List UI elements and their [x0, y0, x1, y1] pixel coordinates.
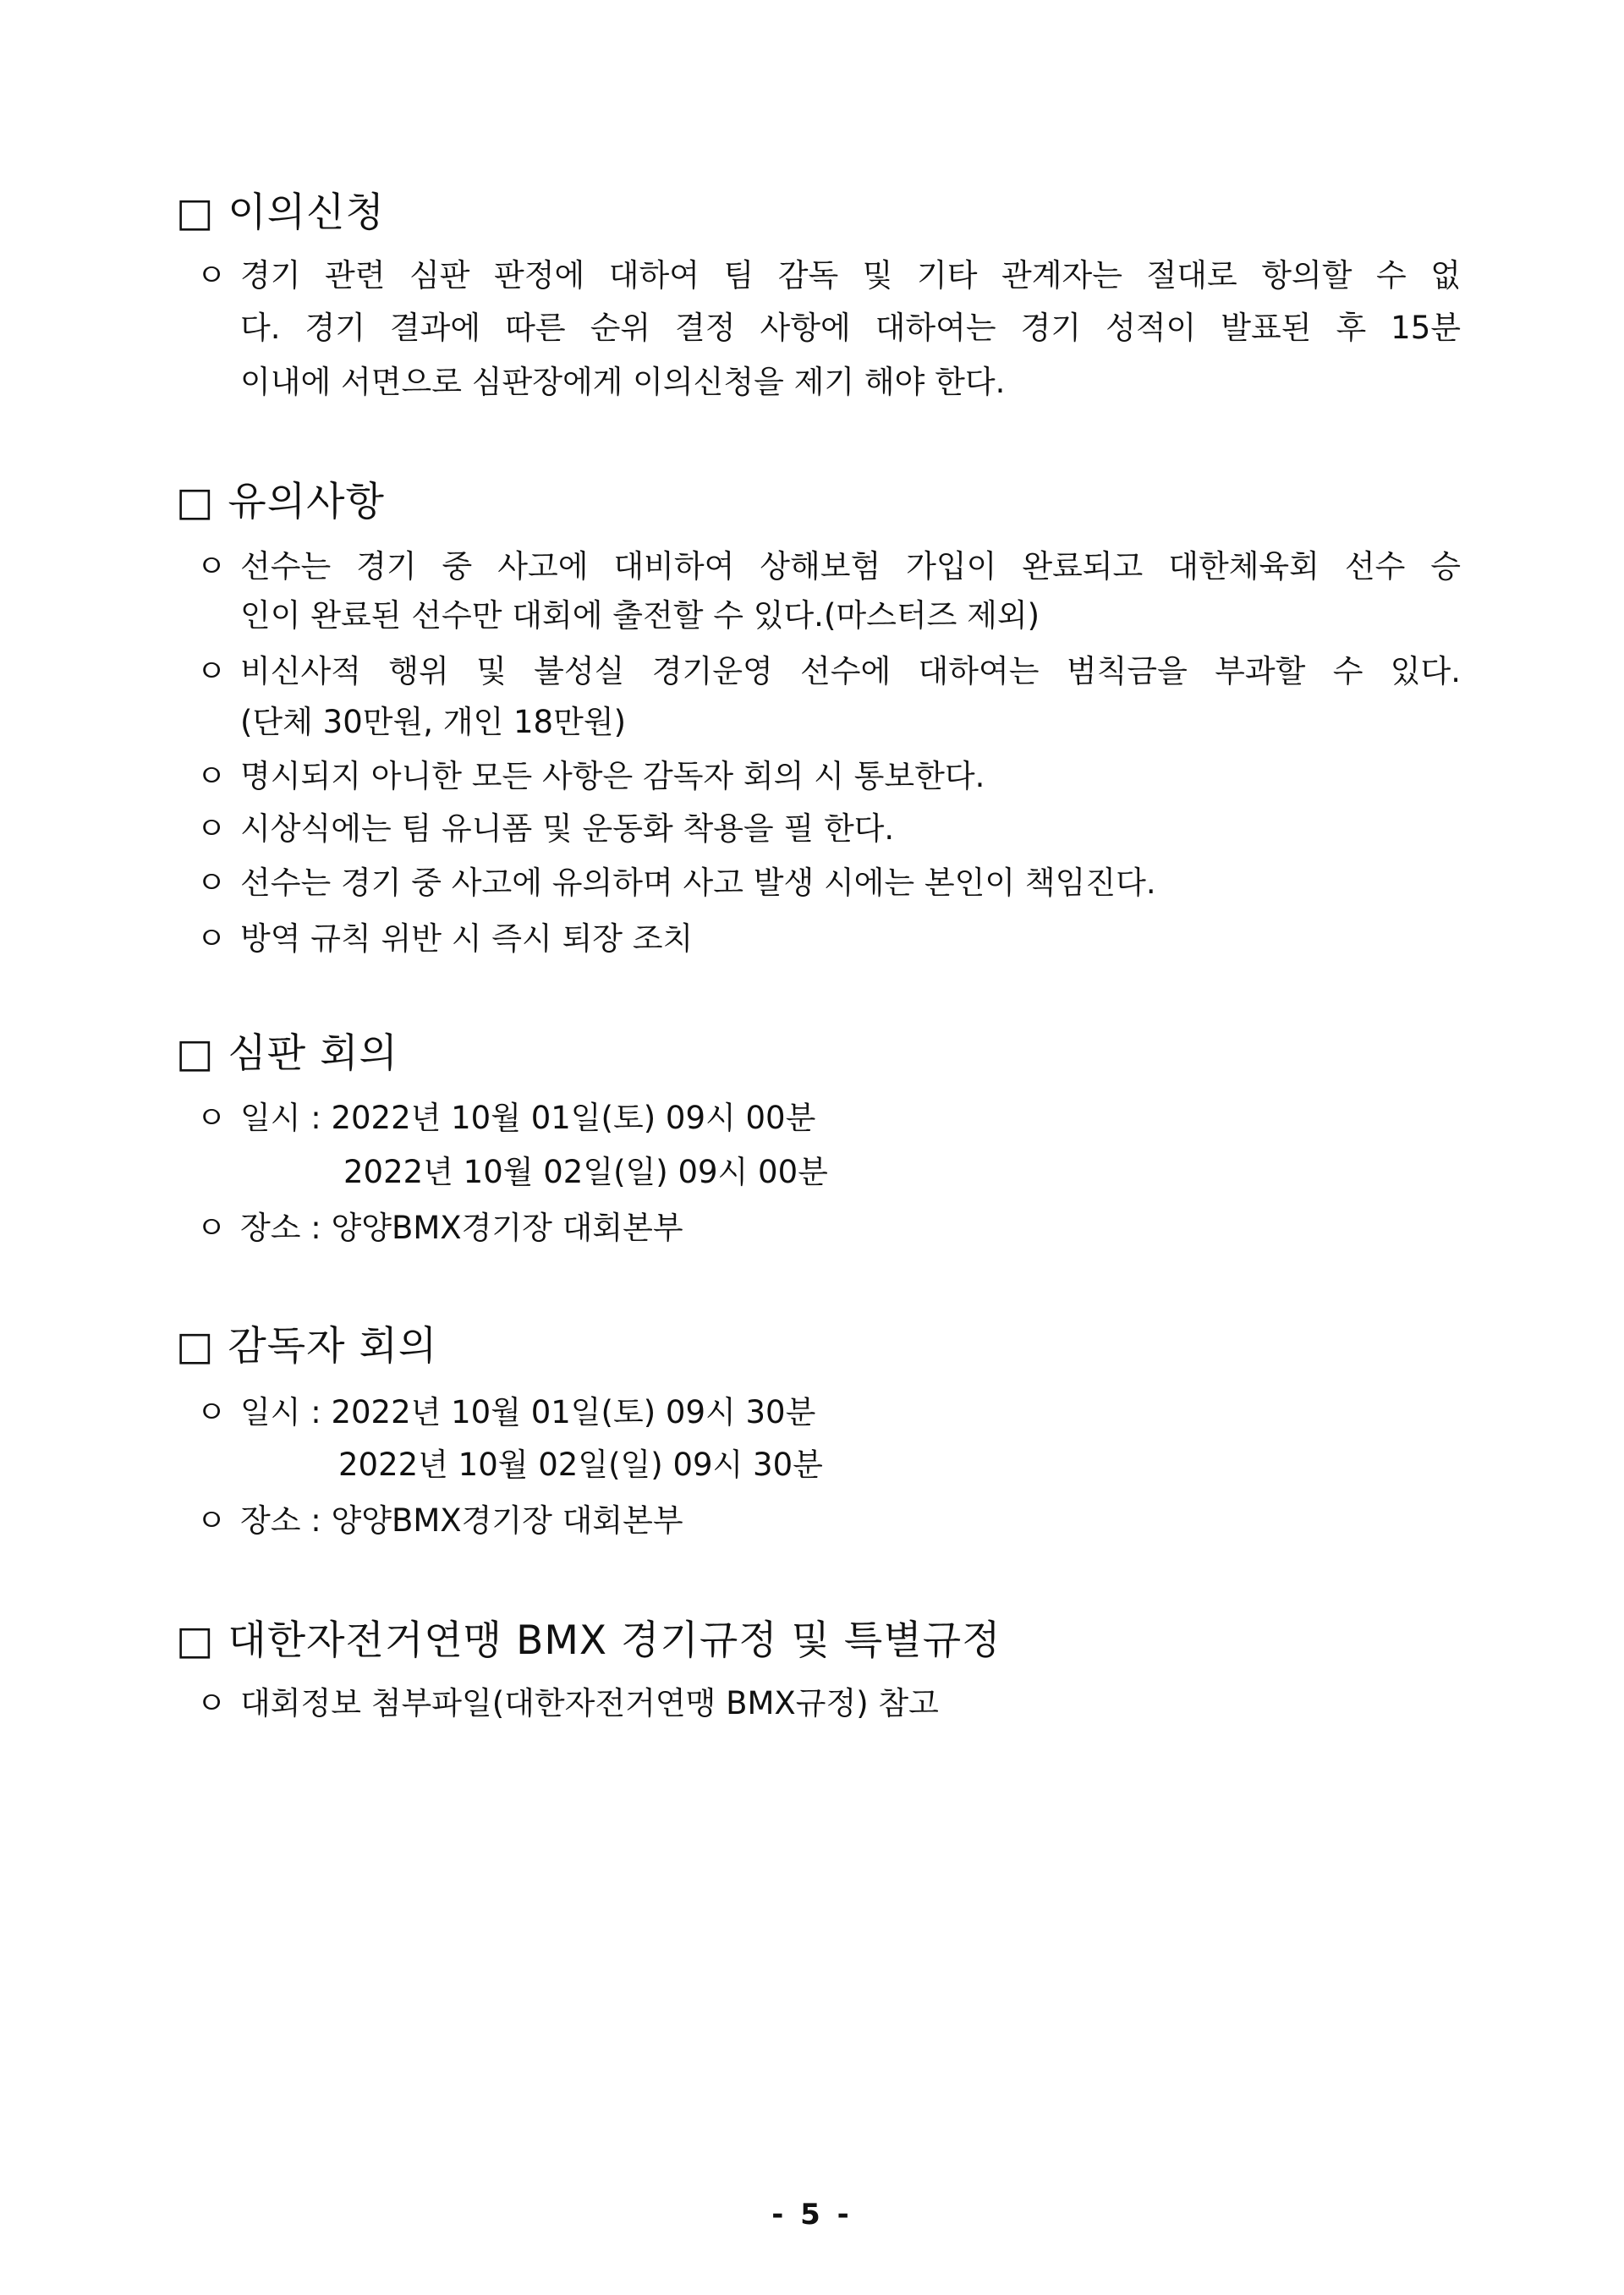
bullet: ㅇ [196, 1502, 227, 1539]
item-text: 시상식에는 팀 유니폼 및 운동화 착용을 필 한다. [240, 810, 895, 847]
item-text: 선수는 경기 중 사고에 유의하며 사고 발생 시에는 본인이 책임진다. [240, 865, 1156, 901]
bullet: ㅇ [196, 653, 227, 689]
item-text-continued: 인이 완료된 선수만 대회에 출전할 수 있다.(마스터즈 제외) [240, 597, 1040, 634]
bullet: ㅇ [196, 1100, 227, 1136]
bullet: ㅇ [196, 548, 227, 585]
manager-meeting-datetime-2: 2022년 10월 02일(일) 09시 30분 [338, 1447, 823, 1483]
bullet: ㅇ [196, 865, 227, 901]
item-text-continued: (단체 30만원, 개인 18만원) [240, 704, 627, 740]
section-heading-rules: □ 대한자전거연맹 BMX 경기규정 및 특별규정 [176, 1617, 1001, 1664]
item-text: 방역 규칙 위반 시 즉시 퇴장 조치 [240, 920, 694, 957]
bullet: ㅇ [196, 810, 227, 847]
section-heading-manager-meeting: □ 감독자 회의 [176, 1323, 438, 1370]
item-text: 선수는 경기 중 사고에 대비하여 상해보험 가입이 완료되고 대한체육회 선수 승 [240, 548, 1461, 585]
section-heading-notes: □ 유의사항 [176, 479, 385, 525]
bullet: ㅇ [196, 758, 227, 794]
bullet: ㅇ [196, 920, 227, 957]
bullet: ㅇ [196, 1394, 227, 1430]
item-text: 비신사적 행위 및 불성실 경기운영 선수에 대하여는 범칙금을 부과할 수 있다. [240, 653, 1461, 689]
manager-meeting-place: 장소 : 양양BMX경기장 대회본부 [240, 1502, 683, 1539]
referee-meeting-datetime-2: 2022년 10월 02일(일) 09시 00분 [343, 1154, 828, 1190]
bullet: ㅇ [196, 1210, 227, 1246]
bullet: ㅇ [196, 1685, 227, 1721]
rules-reference: 대회정보 첨부파일(대한자전거연맹 BMX규정) 참고 [240, 1685, 939, 1721]
manager-meeting-datetime: 일시 : 2022년 10월 01일(토) 09시 30분 [240, 1394, 816, 1430]
referee-meeting-datetime: 일시 : 2022년 10월 01일(토) 09시 00분 [240, 1100, 816, 1136]
item-text-continued: 다. 경기 결과에 따른 순위 결정 사항에 대하여는 경기 성적이 발표된 후 15분 [240, 310, 1461, 346]
referee-meeting-place: 장소 : 양양BMX경기장 대회본부 [240, 1210, 683, 1246]
item-text: 경기 관련 심판 판정에 대하여 팀 감독 및 기타 관계자는 절대로 항의할 수 없 [240, 257, 1461, 294]
section-heading-referee-meeting: □ 심판 회의 [176, 1030, 398, 1077]
section-heading-objection: □ 이의신청 [176, 189, 385, 236]
bullet: ㅇ [196, 257, 227, 294]
page-number: - 5 - [771, 2198, 853, 2232]
item-text: 명시되지 아니한 모든 사항은 감독자 회의 시 통보한다. [240, 758, 985, 794]
item-text-continued: 이내에 서면으로 심판장에게 이의신청을 제기 해야 한다. [240, 364, 1006, 400]
